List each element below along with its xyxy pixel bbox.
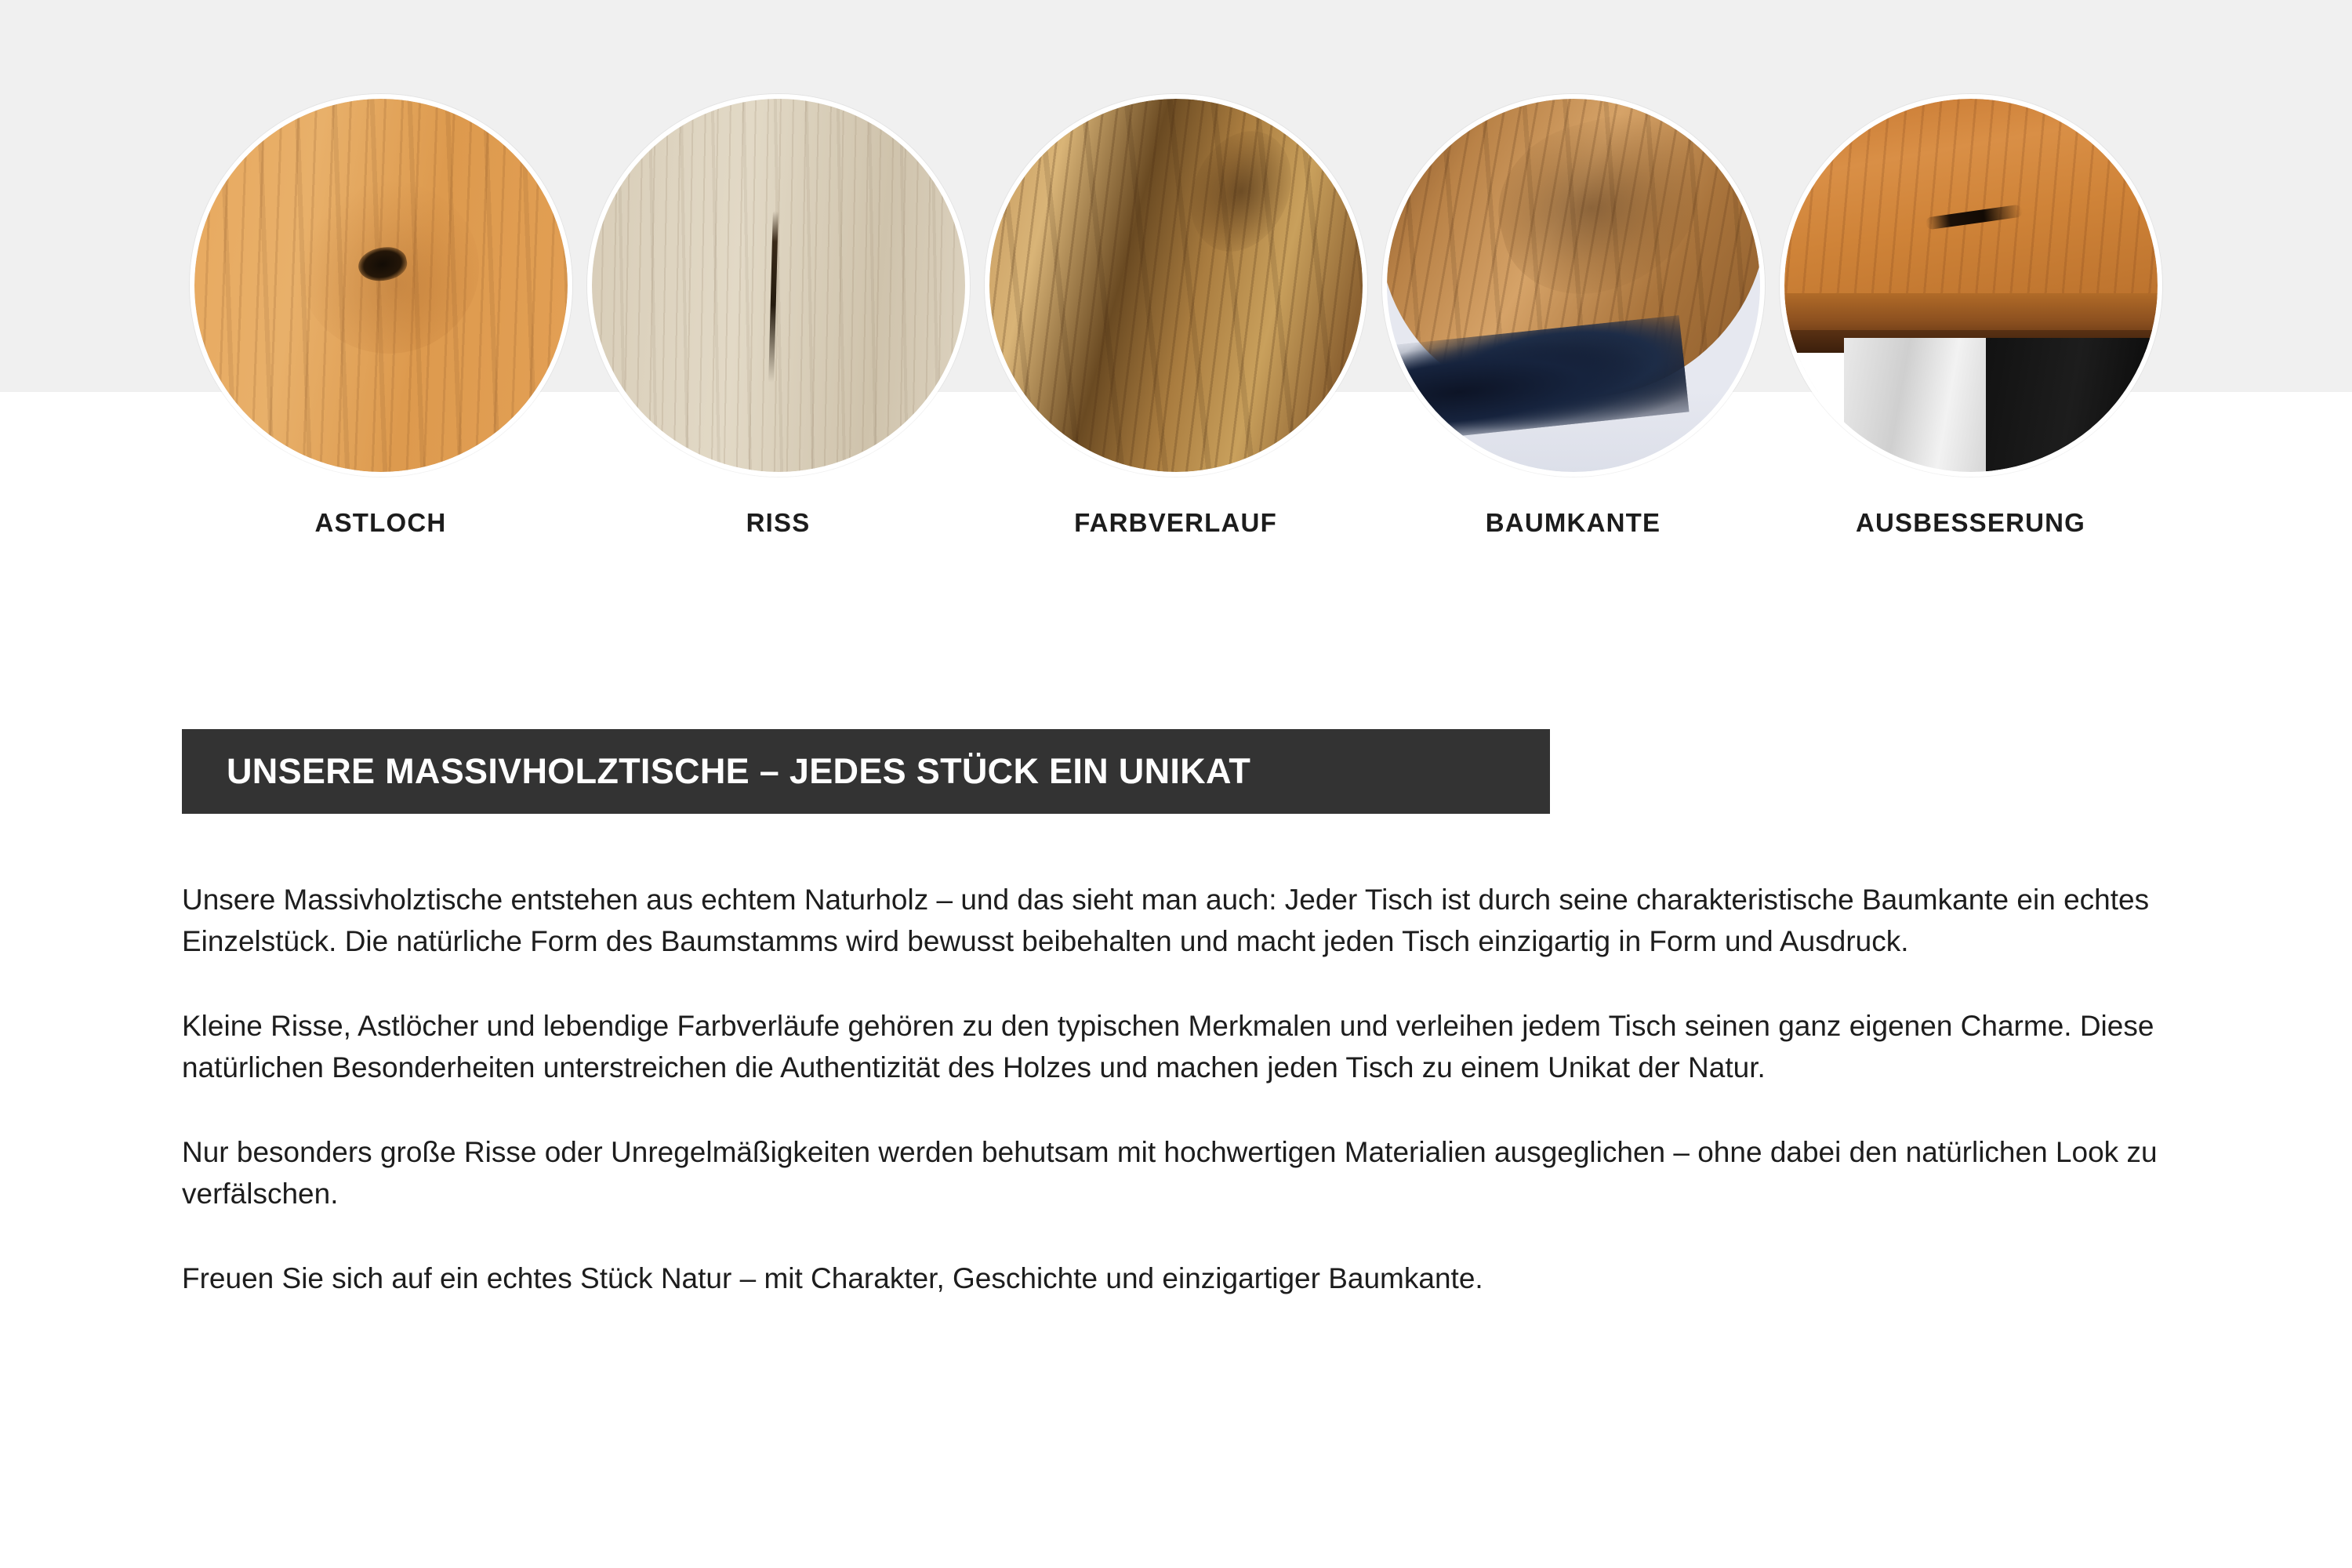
page-title: UNSERE MASSIVHOLZTISCHE – JEDES STÜCK EIN UNIKAT (227, 751, 1251, 791)
paragraph-2: Kleine Risse, Astlöcher und lebendige Farbverläufe gehören zu den typischen Merkmalen und verleihen jedem Tisch seinen ganz eigenen Charme. Diese natürlichen Besonderheiten unterstreichen die Authentizität des Holzes und machen jeden Tisch zu einem Unikat der Natur. (182, 1010, 2154, 1083)
farbverlauf-label: FARBVERLAUF (1074, 508, 1277, 537)
farbverlauf-circle-image (985, 94, 1367, 477)
riss-circle-image (587, 94, 970, 477)
astloch-circle-image (190, 94, 572, 477)
wood-crack-texture (592, 99, 965, 472)
body-copy (182, 880, 2165, 1300)
gallery-item-baumkante (1374, 94, 1772, 538)
astloch-label: ASTLOCH (314, 508, 447, 537)
baumkante-label: BAUMKANTE (1485, 508, 1661, 537)
table-top-surface (1784, 99, 2158, 315)
gallery-item-astloch (182, 94, 579, 538)
ausbesserung-circle-image (1780, 94, 2162, 477)
table-leg-dark (1986, 338, 2158, 472)
table-corner-repair-texture (1784, 99, 2158, 472)
riss-label: RISS (746, 508, 811, 537)
gallery-item-ausbesserung (1772, 94, 2169, 538)
table-leg-steel (1844, 338, 1986, 472)
gallery-item-riss (579, 94, 977, 538)
ausbesserung-label: AUSBESSERUNG (1855, 508, 2086, 537)
live-edge-texture (1387, 99, 1760, 472)
paragraph-1: Unsere Massivholztische entstehen aus echtem Naturholz – und das sieht man auch: Jeder Tisch ist durch seine charakteristische Baumkante ein echtes Einzelstück. Die natürliche Form des Baumstamms wird bewusst beibehalten und macht jeden Tisch einzigartig in Form und Ausdruck. (182, 884, 2150, 957)
gallery-item-farbverlauf (977, 94, 1374, 538)
wood-feature-gallery (182, 94, 2170, 612)
paragraph-3: Nur besonders große Risse oder Unregelmäßigkeiten werden behutsam mit hochwertigen Materialien ausgeglichen – ohne dabei den natürlichen Look zu verfälschen. (182, 1136, 2158, 1210)
wood-knot-texture (194, 99, 568, 472)
section-heading-bar (182, 729, 1550, 814)
baumkante-circle-image (1382, 94, 1765, 477)
wood-colour-gradient-texture (989, 99, 1363, 472)
paragraph-4: Freuen Sie sich auf ein echtes Stück Natur – mit Charakter, Geschichte und einzigartiger Baumkante. (182, 1262, 1483, 1295)
